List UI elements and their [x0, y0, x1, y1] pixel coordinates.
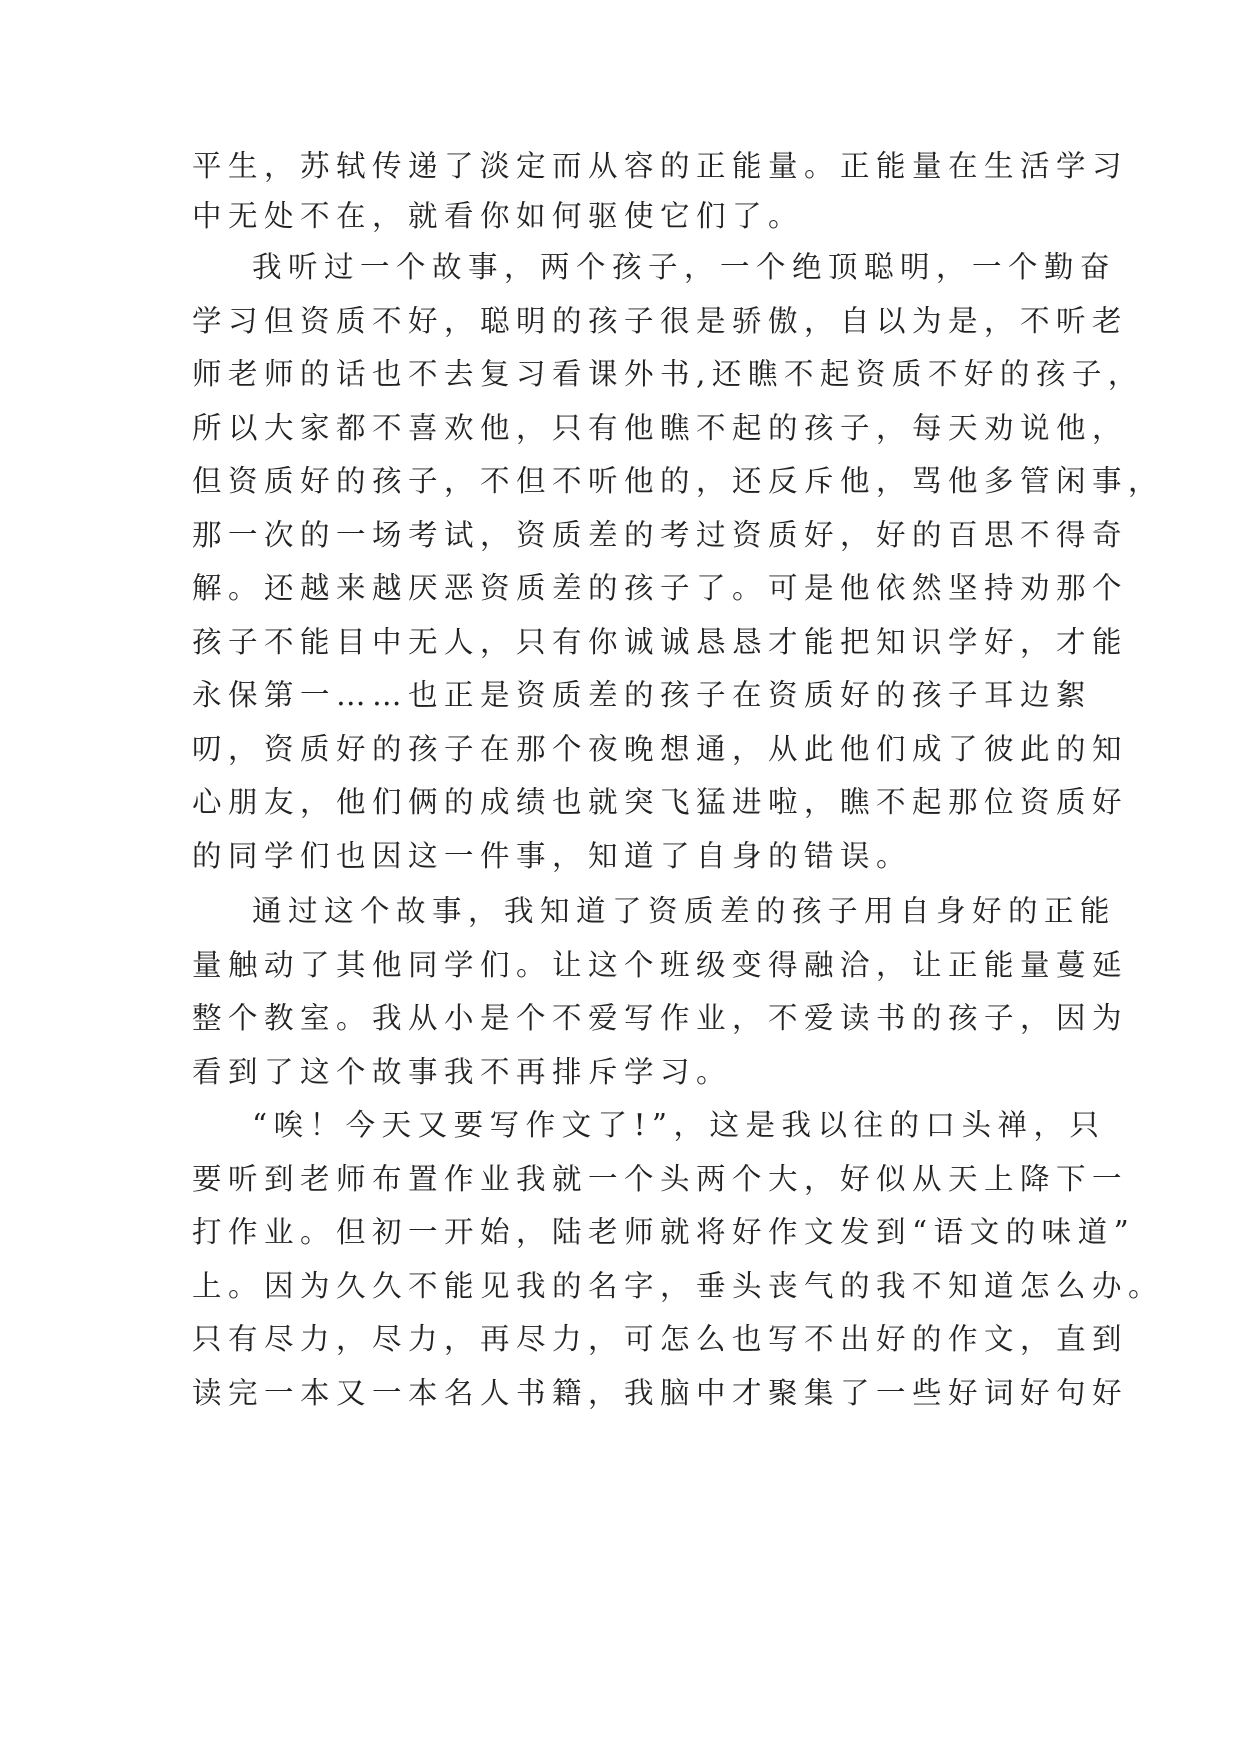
- text-line: 上。因为久久不能见我的名字，垂头丧气的我不知道怎么办。: [192, 1269, 1165, 1303]
- text-line: 解。还越来越厌恶资质差的孩子了。可是他依然坚持劝那个: [192, 571, 1129, 605]
- text-line: 学习但资质不好，聪明的孩子很是骄傲，自以为是，不听老: [192, 304, 1129, 338]
- text-line: 心朋友，他们俩的成绩也就突飞猛进啦，瞧不起那位资质好: [192, 785, 1129, 819]
- text-line: 整个教室。我从小是个不爱写作业，不爱读书的孩子，因为: [192, 1001, 1129, 1035]
- text-line: 平生，苏轼传递了淡定而从容的正能量。正能量在生活学习: [192, 149, 1129, 183]
- text-line: 但资质好的孩子，不但不听他的，还反斥他，骂他多管闲事，: [192, 464, 1165, 498]
- text-line: 师老师的话也不去复习看课外书,还瞧不起资质不好的孩子，: [192, 357, 1144, 391]
- text-line: 读完一本又一本名人书籍，我脑中才聚集了一些好词好句好: [192, 1376, 1129, 1410]
- text-line: 要听到老师布置作业我就一个头两个大，好似从天上降下一: [192, 1162, 1129, 1196]
- text-line: 看到了这个故事我不再排斥学习。: [192, 1055, 733, 1089]
- text-line: 叨，资质好的孩子在那个夜晚想通，从此他们成了彼此的知: [192, 732, 1129, 766]
- text-line: 打作业。但初一开始，陆老师就将好作文发到“语文的味道”: [192, 1215, 1136, 1249]
- text-line: 只有尽力，尽力，再尽力，可怎么也写不出好的作文，直到: [192, 1322, 1129, 1356]
- paragraph-start-line: 通过这个故事，我知道了资质差的孩子用自身好的正能: [252, 894, 1117, 928]
- paragraph-start-line: “唉！今天又要写作文了!”，这是我以往的口头禅，只: [252, 1108, 1106, 1142]
- paragraph-start-line: 我听过一个故事，两个孩子，一个绝顶聪明，一个勤奋: [252, 250, 1117, 284]
- text-line: 孩子不能目中无人，只有你诚诚恳恳才能把知识学好，才能: [192, 625, 1129, 659]
- text-line: 量触动了其他同学们。让这个班级变得融洽，让正能量蔓延: [192, 948, 1129, 982]
- text-line: 的同学们也因这一件事，知道了自身的错误。: [192, 839, 913, 873]
- text-line: 所以大家都不喜欢他，只有他瞧不起的孩子，每天劝说他，: [192, 411, 1129, 445]
- text-line: 永保第一……也正是资质差的孩子在资质好的孩子耳边絮: [192, 678, 1093, 712]
- text-line: 中无处不在，就看你如何驱使它们了。: [192, 199, 805, 233]
- text-line: 那一次的一场考试，资质差的考过资质好，好的百思不得奇: [192, 518, 1129, 552]
